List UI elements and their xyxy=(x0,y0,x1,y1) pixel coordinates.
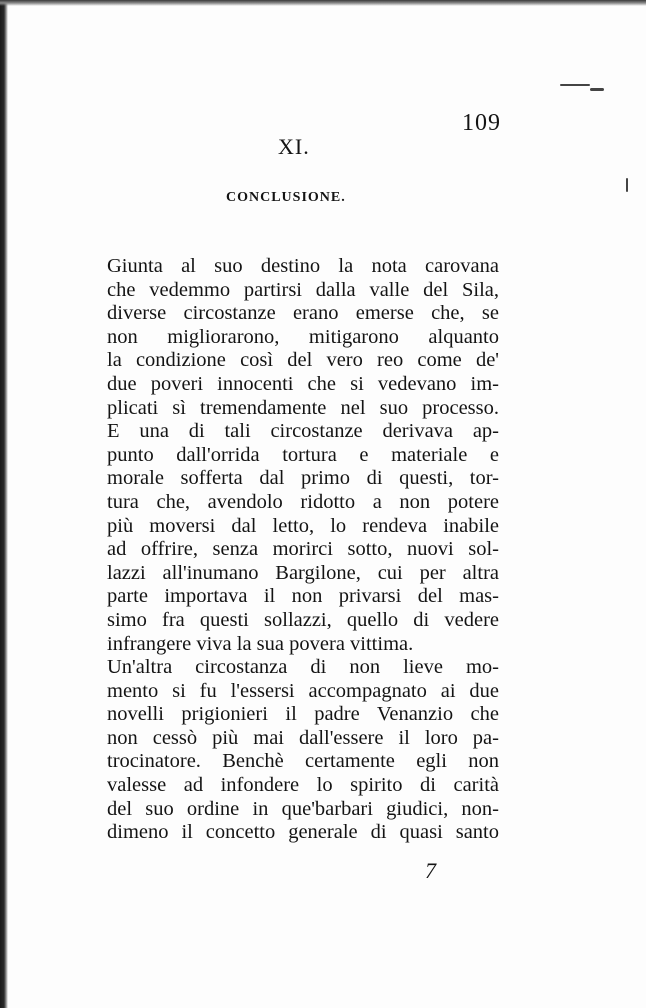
text-line: valesse ad infondere lo spirito di carità xyxy=(107,774,499,797)
text-line: tura che, avendolo ridotto a non potere xyxy=(107,490,499,513)
text-line: morale sofferta dal primo di questi, tor- xyxy=(107,467,499,490)
text-line: non migliorarono, mitigarono alquanto xyxy=(107,325,499,348)
page-binding-edge xyxy=(0,0,8,1008)
text-line: ad offrire, senza morirci sotto, nuovi sol- xyxy=(107,538,499,561)
scan-mark xyxy=(560,84,590,86)
text-line: infrangere viva la sua povera vittima. xyxy=(107,632,414,655)
text-line: la condizione così del vero reo come de' xyxy=(107,349,499,372)
body-text xyxy=(107,255,499,845)
text-line: che vedemmo partirsi dalla valle del Sila, xyxy=(107,278,499,301)
signature-mark: 7 xyxy=(425,858,436,883)
chapter-title: CONCLUSIONE. xyxy=(226,190,346,205)
text-line: Un'altra circostanza di non lieve mo- xyxy=(107,656,499,679)
text-line: novelli prigionieri il padre Venanzio che xyxy=(107,703,499,726)
text-line: diverse circostanze erano emerse che, se xyxy=(107,302,499,325)
page-top-edge xyxy=(0,0,646,6)
chapter-number: XI. xyxy=(278,134,310,159)
scan-mark xyxy=(626,178,628,192)
scan-mark xyxy=(590,88,604,91)
text-line: più moversi dal letto, lo rendeva inabile xyxy=(107,514,499,537)
text-line: trocinatore. Benchè certamente egli non xyxy=(107,750,499,773)
page-number: 109 xyxy=(462,110,501,136)
text-line: dimeno il concetto generale di quasi santo xyxy=(107,821,499,844)
text-line: plicati sì tremendamente nel suo processo. xyxy=(107,396,499,419)
text-line: simo fra questi sollazzi, quello di vedere xyxy=(107,608,499,631)
text-line: del suo ordine in que'barbari giudici, non- xyxy=(107,797,499,820)
text-line: parte importava il non privarsi del mas- xyxy=(107,585,499,608)
text-line: punto dall'orrida tortura e materiale e xyxy=(107,443,499,466)
text-line: mento si fu l'essersi accompagnato ai due xyxy=(107,679,499,702)
text-line: Giunta al suo destino la nota carovana xyxy=(107,255,499,277)
text-line: due poveri innocenti che si vedevano im- xyxy=(107,372,499,395)
text-line: non cessò più mai dall'essere il loro pa- xyxy=(107,726,499,749)
text-line: E una di tali circostanze derivava ap- xyxy=(107,420,499,443)
text-line: lazzi all'inumano Bargilone, cui per altra xyxy=(107,561,499,584)
